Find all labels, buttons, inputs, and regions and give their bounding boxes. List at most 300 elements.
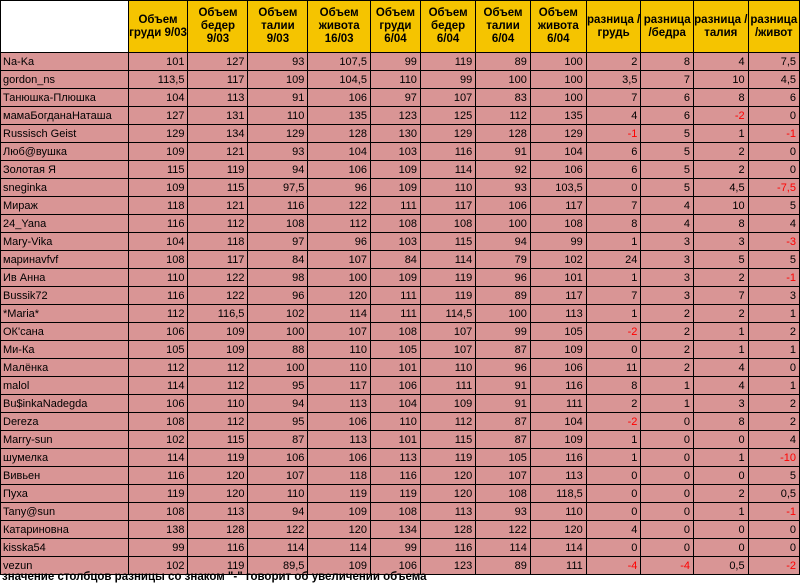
row-name-cell[interactable]: Танюшка-Плюшка: [1, 89, 129, 107]
value-cell[interactable]: 120: [308, 287, 371, 305]
value-cell[interactable]: 116: [370, 467, 420, 485]
value-cell[interactable]: 7: [586, 197, 641, 215]
value-cell[interactable]: 1: [694, 449, 749, 467]
row-name-cell[interactable]: *Maria*: [1, 305, 129, 323]
value-cell[interactable]: 108: [128, 503, 188, 521]
value-cell[interactable]: 113: [308, 431, 371, 449]
value-cell[interactable]: 108: [128, 413, 188, 431]
value-cell[interactable]: 94: [476, 233, 531, 251]
value-cell[interactable]: 114,5: [420, 305, 475, 323]
value-cell[interactable]: 4: [694, 377, 749, 395]
value-cell[interactable]: 0: [748, 143, 799, 161]
row-name-cell[interactable]: мамаБогданаНаташа: [1, 107, 129, 125]
row-name-cell[interactable]: kisska54: [1, 539, 129, 557]
value-cell[interactable]: -1: [748, 125, 799, 143]
value-cell[interactable]: 5: [641, 125, 694, 143]
value-cell[interactable]: 6: [748, 89, 799, 107]
value-cell[interactable]: 2: [641, 323, 694, 341]
value-cell[interactable]: 116,5: [188, 305, 248, 323]
value-cell[interactable]: 2: [694, 143, 749, 161]
value-cell[interactable]: 2: [694, 305, 749, 323]
value-cell[interactable]: 10: [694, 71, 749, 89]
value-cell[interactable]: 112: [188, 413, 248, 431]
value-cell[interactable]: 135: [530, 107, 586, 125]
value-cell[interactable]: 102: [530, 251, 586, 269]
value-cell[interactable]: -2: [748, 557, 799, 575]
row-name-cell[interactable]: Russisch Geist: [1, 125, 129, 143]
value-cell[interactable]: 127: [188, 53, 248, 71]
row-name-cell[interactable]: gordon_ns: [1, 71, 129, 89]
value-cell[interactable]: 134: [370, 521, 420, 539]
value-cell[interactable]: 129: [248, 125, 308, 143]
value-cell[interactable]: 2: [641, 359, 694, 377]
value-cell[interactable]: 108: [370, 323, 420, 341]
row-name-cell[interactable]: vezun: [1, 557, 129, 575]
value-cell[interactable]: 8: [586, 377, 641, 395]
value-cell[interactable]: 0: [586, 485, 641, 503]
value-cell[interactable]: 100: [248, 323, 308, 341]
value-cell[interactable]: 1: [586, 233, 641, 251]
row-name-cell[interactable]: malol: [1, 377, 129, 395]
value-cell[interactable]: 83: [476, 89, 531, 107]
value-cell[interactable]: 100: [248, 359, 308, 377]
value-cell[interactable]: 112: [128, 359, 188, 377]
value-cell[interactable]: 3,5: [586, 71, 641, 89]
value-cell[interactable]: 5: [641, 143, 694, 161]
value-cell[interactable]: 94: [248, 395, 308, 413]
value-cell[interactable]: 122: [248, 521, 308, 539]
value-cell[interactable]: 113: [420, 503, 475, 521]
value-cell[interactable]: 7,5: [748, 53, 799, 71]
value-cell[interactable]: 109: [308, 503, 371, 521]
value-cell[interactable]: 111: [530, 395, 586, 413]
value-cell[interactable]: 4: [694, 359, 749, 377]
value-cell[interactable]: 99: [530, 233, 586, 251]
value-cell[interactable]: 117: [420, 197, 475, 215]
value-cell[interactable]: 106: [476, 197, 531, 215]
value-cell[interactable]: 91: [476, 395, 531, 413]
value-cell[interactable]: 121: [188, 197, 248, 215]
value-cell[interactable]: 3: [694, 395, 749, 413]
value-cell[interactable]: 112: [188, 377, 248, 395]
value-cell[interactable]: 112: [188, 215, 248, 233]
value-cell[interactable]: 116: [188, 539, 248, 557]
value-cell[interactable]: 100: [308, 269, 371, 287]
row-name-cell[interactable]: Bussik72: [1, 287, 129, 305]
value-cell[interactable]: 109: [370, 179, 420, 197]
value-cell[interactable]: 115: [188, 179, 248, 197]
row-name-cell[interactable]: Tany@sun: [1, 503, 129, 521]
value-cell[interactable]: 128: [188, 521, 248, 539]
value-cell[interactable]: 109: [370, 269, 420, 287]
value-cell[interactable]: 119: [188, 161, 248, 179]
row-name-cell[interactable]: шумелка: [1, 449, 129, 467]
value-cell[interactable]: 134: [188, 125, 248, 143]
value-cell[interactable]: 119: [188, 557, 248, 575]
value-cell[interactable]: 129: [530, 125, 586, 143]
value-cell[interactable]: 0: [641, 503, 694, 521]
value-cell[interactable]: 113: [188, 89, 248, 107]
value-cell[interactable]: 114: [420, 251, 475, 269]
value-cell[interactable]: 3: [641, 287, 694, 305]
value-cell[interactable]: 129: [420, 125, 475, 143]
value-cell[interactable]: 110: [420, 359, 475, 377]
value-cell[interactable]: 112: [476, 107, 531, 125]
value-cell[interactable]: 110: [420, 179, 475, 197]
value-cell[interactable]: 109: [128, 143, 188, 161]
value-cell[interactable]: 105: [476, 449, 531, 467]
value-cell[interactable]: 1: [694, 341, 749, 359]
value-cell[interactable]: 3: [694, 233, 749, 251]
value-cell[interactable]: 119: [420, 53, 475, 71]
value-cell[interactable]: 117: [530, 287, 586, 305]
value-cell[interactable]: 6: [641, 107, 694, 125]
value-cell[interactable]: 114: [128, 449, 188, 467]
value-cell[interactable]: 24: [586, 251, 641, 269]
value-cell[interactable]: 104: [308, 143, 371, 161]
value-cell[interactable]: 3: [748, 287, 799, 305]
value-cell[interactable]: 2: [641, 341, 694, 359]
value-cell[interactable]: 93: [476, 503, 531, 521]
value-cell[interactable]: 4: [748, 215, 799, 233]
value-cell[interactable]: 93: [248, 53, 308, 71]
value-cell[interactable]: 1: [586, 449, 641, 467]
value-cell[interactable]: 99: [128, 539, 188, 557]
value-cell[interactable]: 3: [641, 251, 694, 269]
row-name-cell[interactable]: Mary-Vika: [1, 233, 129, 251]
value-cell[interactable]: 7: [586, 89, 641, 107]
value-cell[interactable]: 4: [586, 521, 641, 539]
value-cell[interactable]: 100: [476, 215, 531, 233]
value-cell[interactable]: 2: [641, 305, 694, 323]
value-cell[interactable]: 115: [420, 431, 475, 449]
value-cell[interactable]: 2: [694, 269, 749, 287]
value-cell[interactable]: 99: [476, 323, 531, 341]
value-cell[interactable]: 109: [188, 323, 248, 341]
value-cell[interactable]: 107,5: [308, 53, 371, 71]
value-cell[interactable]: 110: [530, 503, 586, 521]
value-cell[interactable]: 108: [530, 215, 586, 233]
value-cell[interactable]: 129: [128, 125, 188, 143]
value-cell[interactable]: 122: [188, 287, 248, 305]
row-name-cell[interactable]: Ив Анна: [1, 269, 129, 287]
value-cell[interactable]: 97: [370, 89, 420, 107]
value-cell[interactable]: 6: [586, 161, 641, 179]
value-cell[interactable]: 113: [308, 395, 371, 413]
value-cell[interactable]: 117: [530, 197, 586, 215]
value-cell[interactable]: 0: [641, 539, 694, 557]
value-cell[interactable]: 0: [586, 503, 641, 521]
value-cell[interactable]: 106: [308, 413, 371, 431]
value-cell[interactable]: 107: [420, 89, 475, 107]
value-cell[interactable]: 116: [128, 287, 188, 305]
value-cell[interactable]: 108: [370, 215, 420, 233]
value-cell[interactable]: 99: [420, 71, 475, 89]
value-cell[interactable]: 101: [370, 359, 420, 377]
value-cell[interactable]: 87: [476, 413, 531, 431]
row-name-cell[interactable]: Золотая Я: [1, 161, 129, 179]
value-cell[interactable]: 4: [748, 431, 799, 449]
value-cell[interactable]: 1: [748, 341, 799, 359]
value-cell[interactable]: 4: [586, 107, 641, 125]
value-cell[interactable]: 91: [248, 89, 308, 107]
value-cell[interactable]: 119: [420, 287, 475, 305]
value-cell[interactable]: 118: [308, 467, 371, 485]
value-cell[interactable]: 10: [694, 197, 749, 215]
value-cell[interactable]: 119: [308, 485, 371, 503]
value-cell[interactable]: 8: [641, 53, 694, 71]
value-cell[interactable]: 115: [188, 431, 248, 449]
value-cell[interactable]: 100: [530, 89, 586, 107]
value-cell[interactable]: 8: [586, 215, 641, 233]
value-cell[interactable]: 108: [128, 251, 188, 269]
value-cell[interactable]: 101: [370, 431, 420, 449]
value-cell[interactable]: 121: [188, 143, 248, 161]
value-cell[interactable]: 122: [476, 521, 531, 539]
row-name-cell[interactable]: sneginka: [1, 179, 129, 197]
value-cell[interactable]: 110: [248, 485, 308, 503]
value-cell[interactable]: 1: [586, 305, 641, 323]
value-cell[interactable]: 119: [420, 269, 475, 287]
value-cell[interactable]: 109: [530, 341, 586, 359]
value-cell[interactable]: 93: [476, 179, 531, 197]
value-cell[interactable]: 109: [188, 341, 248, 359]
value-cell[interactable]: 1: [694, 323, 749, 341]
value-cell[interactable]: 118,5: [530, 485, 586, 503]
value-cell[interactable]: 116: [128, 467, 188, 485]
value-cell[interactable]: 6: [586, 143, 641, 161]
value-cell[interactable]: 131: [188, 107, 248, 125]
value-cell[interactable]: 103,5: [530, 179, 586, 197]
value-cell[interactable]: 116: [420, 539, 475, 557]
row-name-cell[interactable]: Ми-Ка: [1, 341, 129, 359]
value-cell[interactable]: 113: [188, 503, 248, 521]
row-name-cell[interactable]: Na-Ka: [1, 53, 129, 71]
value-cell[interactable]: 119: [188, 449, 248, 467]
value-cell[interactable]: 120: [420, 467, 475, 485]
value-cell[interactable]: 2: [586, 53, 641, 71]
value-cell[interactable]: 100: [476, 71, 531, 89]
value-cell[interactable]: 102: [128, 431, 188, 449]
value-cell[interactable]: 5: [748, 197, 799, 215]
value-cell[interactable]: 1: [748, 305, 799, 323]
value-cell[interactable]: 128: [308, 125, 371, 143]
value-cell[interactable]: 111: [530, 557, 586, 575]
value-cell[interactable]: 109: [370, 161, 420, 179]
row-name-cell[interactable]: Bu$inkaNadegda: [1, 395, 129, 413]
value-cell[interactable]: 119: [370, 485, 420, 503]
value-cell[interactable]: 101: [530, 269, 586, 287]
value-cell[interactable]: 111: [370, 287, 420, 305]
value-cell[interactable]: 104: [128, 89, 188, 107]
value-cell[interactable]: 0: [641, 521, 694, 539]
value-cell[interactable]: 96: [248, 287, 308, 305]
value-cell[interactable]: 8: [694, 215, 749, 233]
value-cell[interactable]: 1: [586, 269, 641, 287]
value-cell[interactable]: 2: [748, 413, 799, 431]
value-cell[interactable]: 108: [476, 485, 531, 503]
value-cell[interactable]: 93: [248, 143, 308, 161]
value-cell[interactable]: 104: [530, 143, 586, 161]
value-cell[interactable]: 91: [476, 143, 531, 161]
value-cell[interactable]: 0: [586, 539, 641, 557]
value-cell[interactable]: 117: [308, 377, 371, 395]
value-cell[interactable]: 107: [248, 467, 308, 485]
value-cell[interactable]: 112: [308, 215, 371, 233]
value-cell[interactable]: 108: [370, 503, 420, 521]
value-cell[interactable]: 6: [641, 89, 694, 107]
value-cell[interactable]: 2: [694, 161, 749, 179]
row-name-cell[interactable]: Люб@вушка: [1, 143, 129, 161]
value-cell[interactable]: -3: [748, 233, 799, 251]
value-cell[interactable]: 8: [694, 89, 749, 107]
value-cell[interactable]: 108: [420, 215, 475, 233]
value-cell[interactable]: 0: [748, 107, 799, 125]
value-cell[interactable]: 112: [128, 305, 188, 323]
value-cell[interactable]: 99: [370, 539, 420, 557]
value-cell[interactable]: 92: [476, 161, 531, 179]
row-name-cell[interactable]: Вивьен: [1, 467, 129, 485]
value-cell[interactable]: -7,5: [748, 179, 799, 197]
value-cell[interactable]: 102: [128, 557, 188, 575]
value-cell[interactable]: 0: [694, 521, 749, 539]
value-cell[interactable]: 120: [420, 485, 475, 503]
value-cell[interactable]: 0: [694, 539, 749, 557]
value-cell[interactable]: 0: [641, 449, 694, 467]
value-cell[interactable]: 87: [476, 431, 531, 449]
value-cell[interactable]: 96: [308, 179, 371, 197]
row-name-cell[interactable]: Пуха: [1, 485, 129, 503]
value-cell[interactable]: 0: [586, 341, 641, 359]
value-cell[interactable]: 5: [641, 161, 694, 179]
value-cell[interactable]: 7: [641, 71, 694, 89]
value-cell[interactable]: 116: [128, 215, 188, 233]
row-name-cell[interactable]: Малёнка: [1, 359, 129, 377]
value-cell[interactable]: 0: [641, 467, 694, 485]
value-cell[interactable]: 111: [370, 197, 420, 215]
value-cell[interactable]: 116: [530, 377, 586, 395]
value-cell[interactable]: 107: [420, 341, 475, 359]
value-cell[interactable]: 120: [530, 521, 586, 539]
value-cell[interactable]: 114: [530, 539, 586, 557]
value-cell[interactable]: 4: [641, 197, 694, 215]
value-cell[interactable]: 89: [476, 557, 531, 575]
value-cell[interactable]: 105: [370, 341, 420, 359]
value-cell[interactable]: 109: [420, 395, 475, 413]
value-cell[interactable]: 127: [128, 107, 188, 125]
value-cell[interactable]: 0: [586, 467, 641, 485]
value-cell[interactable]: 122: [188, 269, 248, 287]
value-cell[interactable]: 106: [308, 161, 371, 179]
value-cell[interactable]: 99: [370, 53, 420, 71]
value-cell[interactable]: 105: [530, 323, 586, 341]
value-cell[interactable]: 88: [248, 341, 308, 359]
value-cell[interactable]: -10: [748, 449, 799, 467]
value-cell[interactable]: 104,5: [308, 71, 371, 89]
value-cell[interactable]: 84: [370, 251, 420, 269]
value-cell[interactable]: 106: [308, 449, 371, 467]
value-cell[interactable]: 109: [308, 557, 371, 575]
value-cell[interactable]: -4: [586, 557, 641, 575]
value-cell[interactable]: 4,5: [748, 71, 799, 89]
value-cell[interactable]: 87: [248, 431, 308, 449]
value-cell[interactable]: 116: [530, 449, 586, 467]
value-cell[interactable]: 113,5: [128, 71, 188, 89]
value-cell[interactable]: 89: [476, 53, 531, 71]
value-cell[interactable]: 102: [248, 305, 308, 323]
value-cell[interactable]: 114: [308, 305, 371, 323]
value-cell[interactable]: 0: [641, 431, 694, 449]
value-cell[interactable]: 123: [420, 557, 475, 575]
value-cell[interactable]: 1: [694, 503, 749, 521]
value-cell[interactable]: -2: [586, 323, 641, 341]
row-name-cell[interactable]: 24_Yana: [1, 215, 129, 233]
value-cell[interactable]: 94: [248, 503, 308, 521]
value-cell[interactable]: -1: [586, 125, 641, 143]
value-cell[interactable]: 4: [641, 215, 694, 233]
value-cell[interactable]: 110: [370, 413, 420, 431]
value-cell[interactable]: 110: [188, 395, 248, 413]
value-cell[interactable]: 0: [694, 467, 749, 485]
value-cell[interactable]: 114: [308, 539, 371, 557]
value-cell[interactable]: 87: [476, 341, 531, 359]
value-cell[interactable]: -2: [694, 107, 749, 125]
value-cell[interactable]: 110: [308, 359, 371, 377]
value-cell[interactable]: 0,5: [748, 485, 799, 503]
value-cell[interactable]: -1: [748, 503, 799, 521]
value-cell[interactable]: 2: [748, 323, 799, 341]
value-cell[interactable]: 2: [748, 395, 799, 413]
value-cell[interactable]: 5: [641, 179, 694, 197]
value-cell[interactable]: 110: [308, 341, 371, 359]
value-cell[interactable]: 119: [420, 449, 475, 467]
value-cell[interactable]: 106: [530, 161, 586, 179]
value-cell[interactable]: 0: [641, 413, 694, 431]
value-cell[interactable]: 110: [128, 269, 188, 287]
value-cell[interactable]: -2: [586, 413, 641, 431]
value-cell[interactable]: 109: [128, 179, 188, 197]
value-cell[interactable]: 1: [641, 395, 694, 413]
value-cell[interactable]: 2: [586, 395, 641, 413]
value-cell[interactable]: 3: [641, 233, 694, 251]
value-cell[interactable]: 0: [641, 485, 694, 503]
value-cell[interactable]: 0: [748, 359, 799, 377]
value-cell[interactable]: 0: [748, 539, 799, 557]
row-name-cell[interactable]: Катариновна: [1, 521, 129, 539]
value-cell[interactable]: 100: [476, 305, 531, 323]
value-cell[interactable]: 0: [748, 161, 799, 179]
value-cell[interactable]: 113: [530, 305, 586, 323]
value-cell[interactable]: 115: [420, 233, 475, 251]
row-name-cell[interactable]: Мираж: [1, 197, 129, 215]
value-cell[interactable]: 113: [370, 449, 420, 467]
value-cell[interactable]: 113: [530, 467, 586, 485]
value-cell[interactable]: 123: [370, 107, 420, 125]
value-cell[interactable]: 109: [248, 71, 308, 89]
value-cell[interactable]: 111: [420, 377, 475, 395]
value-cell[interactable]: 0: [748, 521, 799, 539]
value-cell[interactable]: 111: [370, 305, 420, 323]
value-cell[interactable]: 1: [748, 377, 799, 395]
value-cell[interactable]: 116: [248, 197, 308, 215]
value-cell[interactable]: 0: [586, 179, 641, 197]
value-cell[interactable]: 106: [530, 359, 586, 377]
value-cell[interactable]: 96: [476, 269, 531, 287]
value-cell[interactable]: 5: [694, 251, 749, 269]
value-cell[interactable]: 107: [308, 251, 371, 269]
value-cell[interactable]: 1: [586, 431, 641, 449]
value-cell[interactable]: 95: [248, 413, 308, 431]
